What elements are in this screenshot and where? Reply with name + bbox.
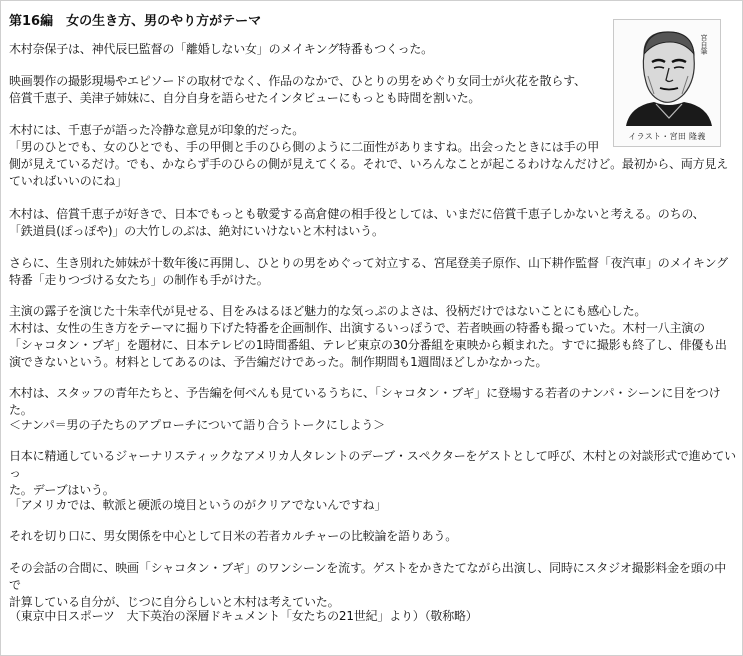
paragraph-12: その会話の合間に、映画「シャコタン・ブギ」のワンシーンを流す。ゲストをかきたてながら出演し、同時にスタジオ撮影料金を頭の中で 計算している自分が、じつに自分らしいと木村は考えていた。	[9, 561, 727, 609]
paragraph-7: 木村は、スタッフの青年たちと、予告編を何べんも見ているうちに、「シャコタン・ブギ」に登場する若者のナンパ・シーンに目をつけた。	[9, 386, 721, 417]
article-title: 第16編 女の生き方、男のやり方がテーマ	[9, 14, 262, 29]
illustration-signature: 宮自筆	[700, 34, 708, 55]
paragraph-6: 主演の露子を演じた十朱幸代が見せる、目をみはるほど魅力的な気っぷのよさは、役柄だけではないことにも感心した。 木村は、女性の生き方をテーマに掘り下げた特番を企画制作、出演するいっぽうで、若者映画の特番も撮っていた。木村一八主演の 「シャコタン・ブギ」を題材に、日本テレビの1時間番組、テレビ東京の30分番組を東映から頼まれた。すでに撮影も終了し、俳優も出 演できないという。材料としてあるのは、予告編だけであった。制作期間も1週間ほどしかなかった。	[9, 304, 727, 369]
paragraph-13-source: （東京中日スポーツ 大下英治の深層ドキュメント「女たちの21世紀」より）（敬称略）	[9, 609, 478, 623]
paragraph-2: 映画製作の撮影現場やエピソードの取材でなく、作品のなかで、ひとりの男をめぐり女同士が火花を散らす、 倍賞千恵子、美津子姉妹に、自分自身を語らせたインタビューにもっとも時間を割いた。	[9, 74, 586, 105]
paragraph-11: それを切り口に、男女関係を中心として日米の若者カルチャーの比較論を語りあう。	[9, 529, 458, 543]
paragraph-5: さらに、生き別れた姉妹が十数年後に再開し、ひとりの男をめぐって対立する、宮尾登美子原作、山下耕作監督「夜汽車」のメイキング 特番「走りつづける女たち」の制作も手がけた。	[9, 256, 728, 287]
paragraph-4: 木村は、倍賞千恵子が好きで、日本でもっとも敬愛する高倉健の相手役としては、いまだに倍賞千恵子しかないと考える。のちの、 「鉄道員(ぽっぽや)」の大竹しのぶは、絶対にいけないと木村はいう。	[9, 207, 705, 238]
portrait-sketch-icon	[614, 20, 720, 126]
paragraph-3: 木村には、千恵子が語った冷静な意見が印象的だった。 「男のひとでも、女のひとでも、手の甲側と手のひら側のように二面性がありますね。出会ったときには手の甲 側が見えているだけ。でも、かならず手のひらの側が見えてくる。それで、いろんなことが起こるわけなんだけど。最初から、両方見え ていればいいのにね」	[9, 123, 729, 188]
paragraph-8: ＜ナンパ＝男の子たちのアプローチについて語り合うトークにしよう＞	[9, 418, 385, 432]
illustration-caption: イラスト・宮田 隆義	[628, 132, 706, 141]
paragraph-9: 日本に精通しているジャーナリスティックなアメリカ人タレントのデーブ・スペクターをゲストとして呼び、木村との対談形式で進めていっ た。デーブはいう。	[9, 449, 736, 497]
paragraph-10: 「アメリカでは、軟派と硬派の境目というのがクリアでないんですね」	[9, 498, 387, 512]
paragraph-1: 木村奈保子は、神代辰巳監督の「離婚しない女」のメイキング特番もつくった。	[9, 42, 433, 56]
